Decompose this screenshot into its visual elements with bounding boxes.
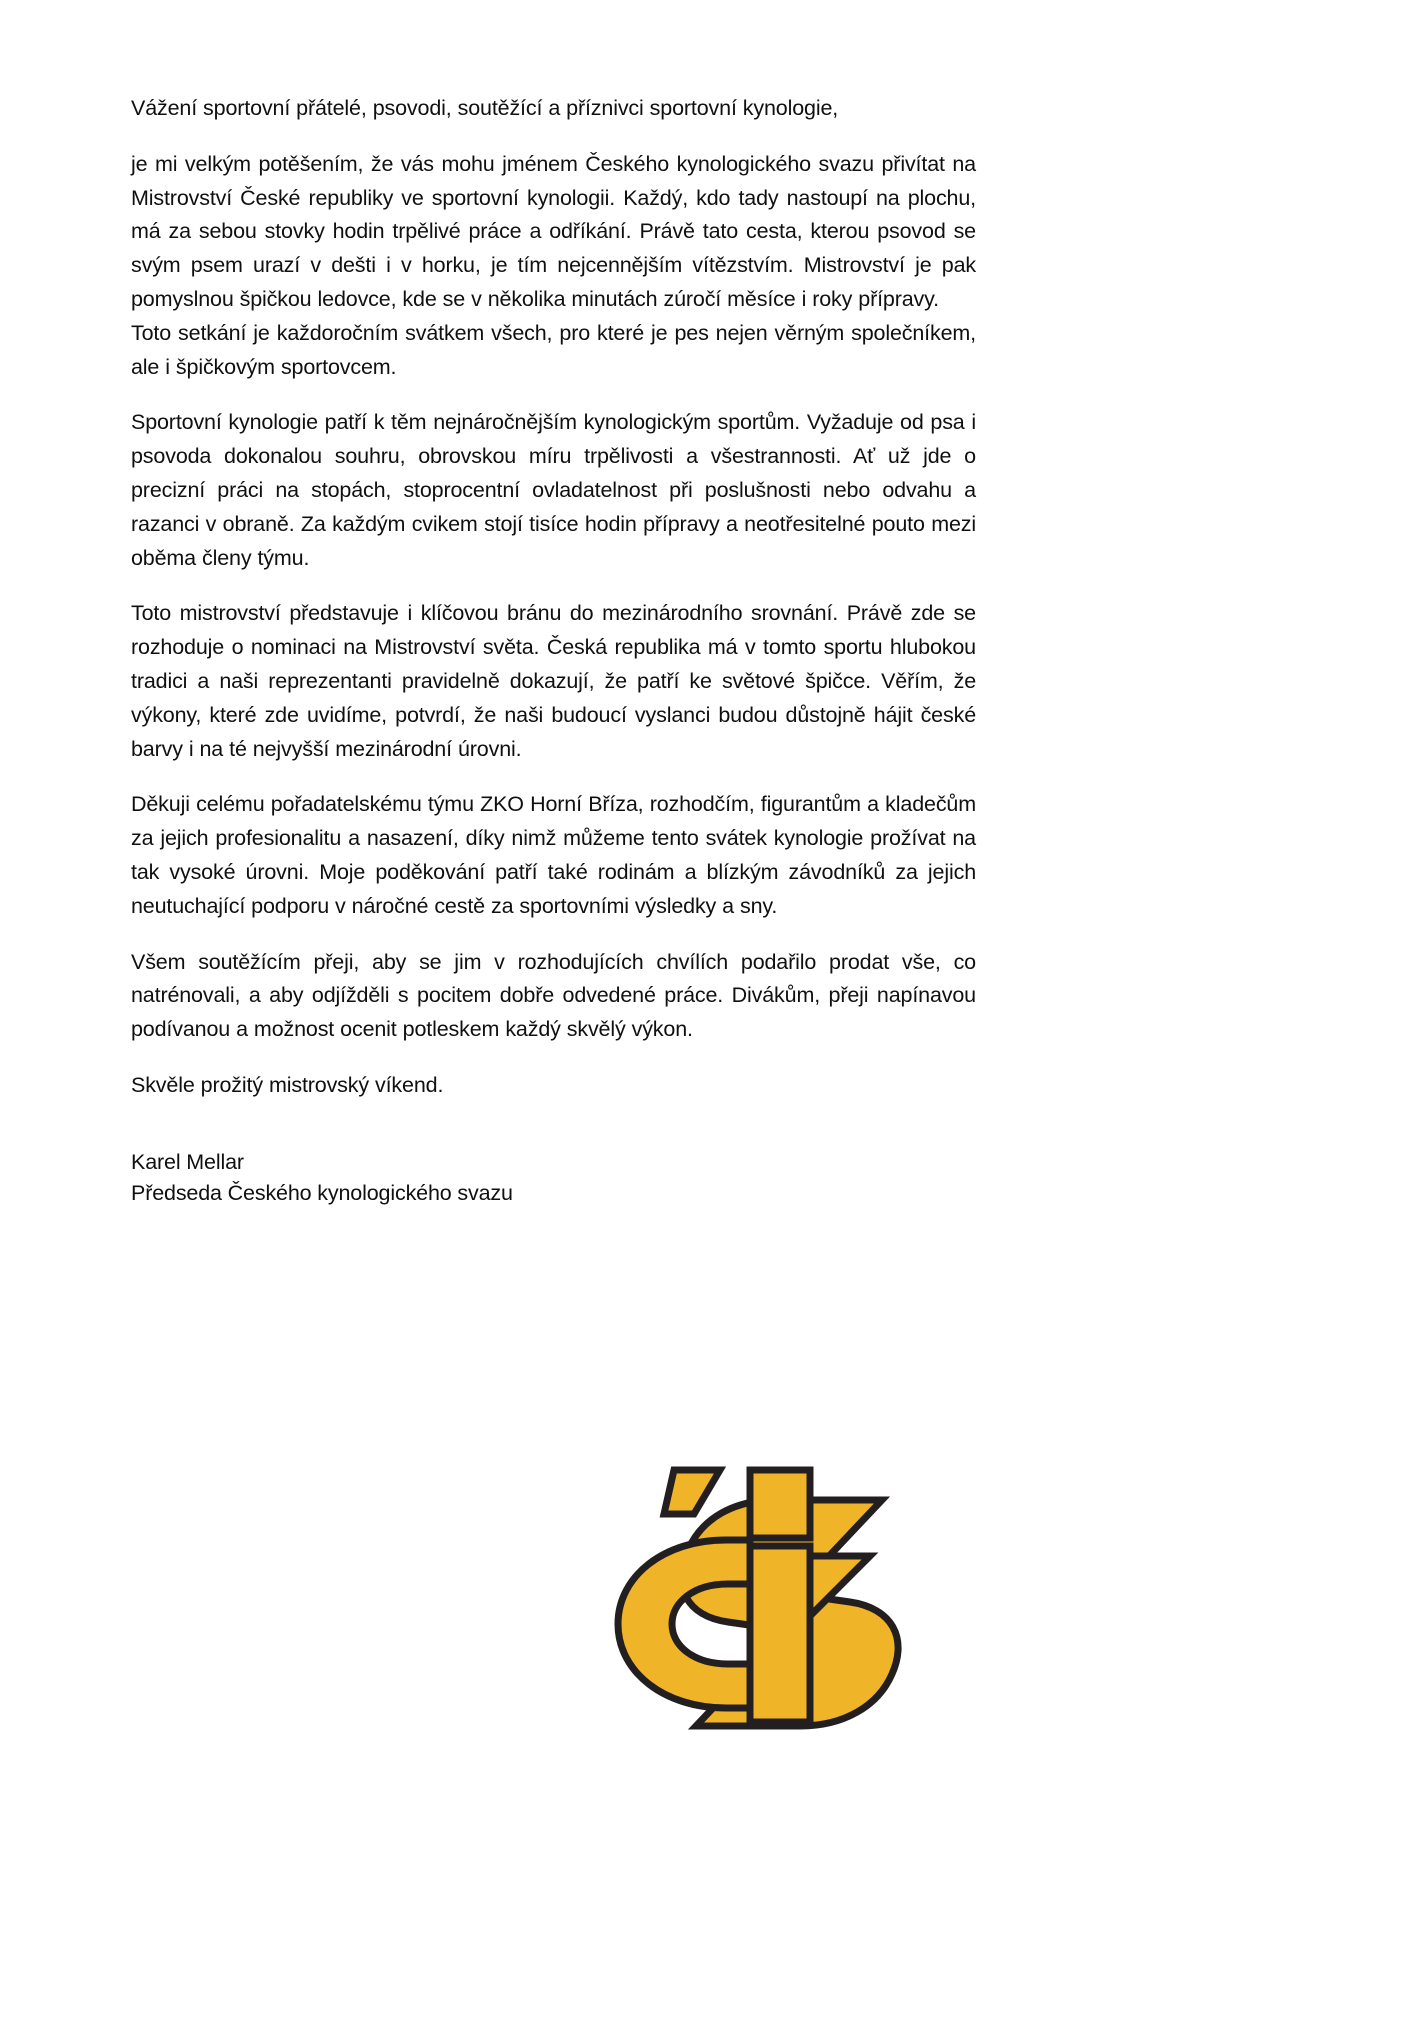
signature-title: Předseda Českého kynologického svazu [131, 1180, 513, 1205]
letter-body [131, 92, 976, 1209]
signature-name: Karel Mellar [131, 1149, 244, 1174]
paragraph-2: Toto setkání je každoročním svátkem všech, pro které je pes nejen věrným společníkem, ale i špičkovým sportovcem. [131, 320, 976, 379]
paragraph-7-closing: Skvěle prožitý mistrovský víkend. [131, 1072, 444, 1097]
paragraph-4: Toto mistrovství představuje i klíčovou bránu do mezinárodního srovnání. Právě zde se rozhoduje o nominaci na Mistrovství světa. Česká republika má v tomto sportu hlubokou tradici a naši reprezentanti pravidelně dokazují, že patří ke světové špičce. Věřím, že výkony, které zde uvidíme, potvrdí, že naši budoucí vyslanci budou důstojně hájit české barvy i na té nejvyšší mezinárodní úrovni. [131, 601, 976, 761]
salutation: Vážení sportovní přátelé, psovodi, soutěžící a příznivci sportovní kynologie, [131, 96, 839, 120]
signature-spacer [131, 1125, 976, 1147]
paragraph-5: Děkuji celému pořadatelskému týmu ZKO Horní Bříza, rozhodčím, figurantům a kladečům za jejich profesionalitu a nasazení, díky nimž můžeme tento svátek kynologie prožívat na tak vysoké úrovni. Moje poděkování patří také rodinám a blízkým závodníků za jejich neutuchající podporu v náročné cestě za sportovními výsledky a sny. [131, 792, 976, 918]
paragraph-1: je mi velkým potěšením, že vás mohu jménem Českého kynologického svazu přivítat na Mistrovství České republiky ve sportovní kynologii. Každý, kdo tady nastoupí na plochu, má za sebou stovky hodin trpělivé práce a odříkání. Právě tato cesta, kterou psovod se svým psem urazí v dešti i v horku, je tím nejcennějším vítězstvím. Mistrovství je pak pomyslnou špičkou ledovce, kde se v několika minutách zúročí měsíce i roky přípravy. [131, 151, 976, 311]
paragraph-3: Sportovní kynologie patří k těm nejnáročnějším kynologickým sportům. Vyžaduje od psa i psovoda dokonalou souhru, obrovskou míru trpělivosti a všestrannosti. Ať už jde o precizní práci na stopách, stoprocentní ovladatelnost při poslušnosti nebo odvahu a razanci v obraně. Za každým cvikem stojí tisíce hodin přípravy a neotřesitelné pouto mezi oběma členy týmu. [131, 410, 976, 570]
paragraph-6: Všem soutěžícím přeji, aby se jim v rozhodujících chvílích podařilo prodat vše, co natrénovali, a aby odjížděli s pocitem dobře odvedené práce. Divákům, přeji napínavou podívanou a možnost ocenit potleskem každý skvělý výkon. [131, 949, 976, 1042]
cks-logo [504, 1455, 924, 1755]
cks-logo-icon [514, 1460, 914, 1750]
